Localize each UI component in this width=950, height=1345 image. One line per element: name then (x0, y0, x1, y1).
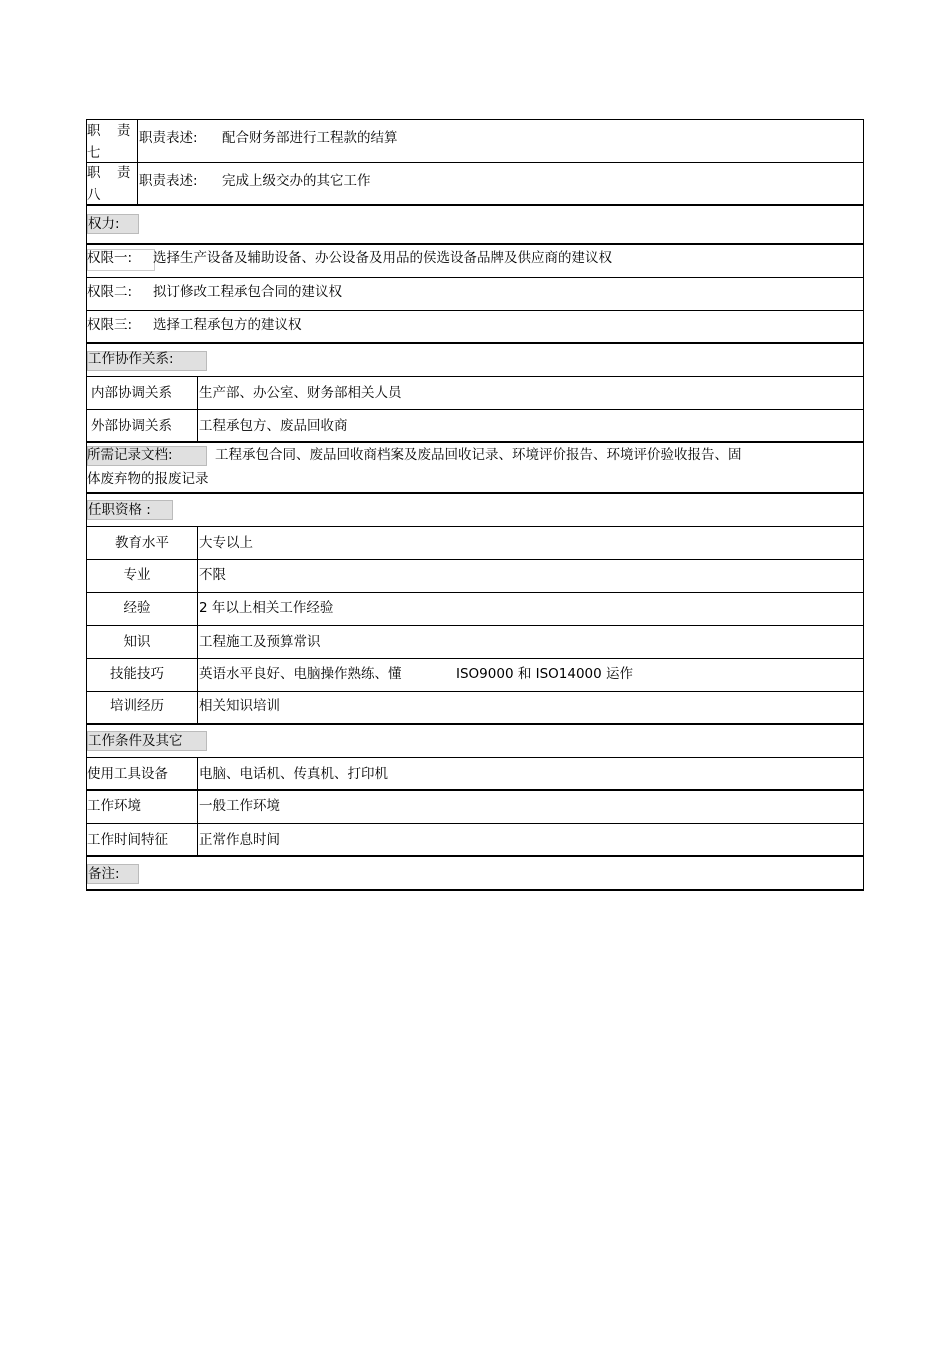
duty-prefix: 职责表述: (139, 130, 198, 146)
power-row-1 (86, 245, 864, 278)
power-text: 选择生产设备及辅助设备、办公设备及用品的侯选设备品牌及供应商的建议权 (153, 250, 612, 266)
qualification-value: 相关知识培训 (199, 698, 280, 714)
conditions-row (86, 824, 864, 857)
conditions-header (86, 725, 864, 758)
power-text: 选择工程承包方的建议权 (153, 317, 302, 333)
power-row-2 (86, 278, 864, 311)
cooperation-header (86, 344, 864, 377)
power-label: 权限一: (87, 250, 133, 266)
remarks-title: 备注: (88, 866, 120, 882)
power-title: 权力: (88, 216, 120, 232)
qualification-row (86, 527, 864, 560)
duty-label-b: 责 (117, 123, 131, 139)
qualification-value-cell (197, 626, 863, 658)
conditions-value-cell (197, 791, 863, 823)
qualification-row (86, 626, 864, 659)
duty-text: 配合财务部进行工程款的结算 (222, 130, 398, 146)
conditions-value: 正常作息时间 (199, 832, 280, 848)
qualification-label: 专业 (123, 567, 151, 583)
qualification-value: 英语水平良好、电脑操作熟练、懂 (199, 666, 402, 682)
conditions-value-cell (197, 758, 863, 789)
duty-row-7 (86, 119, 864, 163)
qualification-label: 技能技巧 (110, 666, 164, 682)
power-label: 权限二: (87, 284, 133, 300)
cooperation-title: 工作协作关系: (88, 351, 174, 367)
qualification-value-cell (197, 560, 863, 592)
qualification-row (86, 659, 864, 692)
cooperation-row-internal (86, 377, 864, 410)
remarks-row (86, 857, 864, 891)
power-text: 拟订修改工程承包合同的建议权 (153, 284, 342, 300)
duty-label-b: 责 (117, 165, 131, 181)
cooperation-value: 生产部、办公室、财务部相关人员 (199, 385, 402, 401)
qualification-row (86, 560, 864, 593)
conditions-title: 工作条件及其它 (88, 733, 183, 749)
cooperation-value: 工程承包方、废品回收商 (199, 418, 348, 434)
qualification-label: 教育水平 (115, 535, 169, 551)
qualification-label: 培训经历 (110, 698, 164, 714)
qualification-label: 经验 (123, 600, 151, 616)
qualification-value-cell (197, 593, 863, 625)
qualification-value-cell (197, 659, 863, 691)
cooperation-label: 内部协调关系 (91, 385, 172, 401)
duty-text: 完成上级交办的其它工作 (222, 173, 371, 189)
qualification-title: 任职资格 : (88, 502, 151, 518)
qualification-value: 2 年以上相关工作经验 (199, 600, 334, 616)
conditions-row (86, 758, 864, 791)
cooperation-value-cell (197, 410, 863, 441)
qualification-header (86, 494, 864, 527)
qualification-row (86, 692, 864, 725)
qualification-value-cell (197, 527, 863, 559)
duty-content (137, 163, 863, 204)
conditions-value: 一般工作环境 (199, 798, 280, 814)
qualification-label: 知识 (123, 634, 151, 650)
duty-content (137, 120, 863, 162)
conditions-label: 使用工具设备 (87, 766, 168, 782)
qualification-value-standards: ISO9000 和 ISO14000 运作 (456, 666, 634, 682)
power-label: 权限三: (87, 317, 133, 333)
duty-label-a: 职 (87, 165, 101, 181)
power-row-3 (86, 311, 864, 344)
duty-label-c: 八 (87, 187, 101, 203)
qualification-value-cell (197, 692, 863, 723)
conditions-row (86, 791, 864, 824)
conditions-label: 工作时间特征 (87, 832, 168, 848)
job-description-table (86, 119, 864, 891)
duty-label-a: 职 (87, 123, 101, 139)
duty-prefix: 职责表述: (139, 173, 198, 189)
cooperation-row-external (86, 410, 864, 443)
records-line-2: 体废弃物的报废记录 (87, 471, 209, 487)
duty-row-8 (86, 163, 864, 206)
conditions-value-cell (197, 824, 863, 855)
qualification-row (86, 593, 864, 626)
records-line-1: 工程承包合同、废品回收商档案及废品回收记录、环境评价报告、环境评价验收报告、固 (215, 447, 742, 463)
qualification-value: 工程施工及预算常识 (199, 634, 321, 650)
conditions-value: 电脑、电话机、传真机、打印机 (199, 766, 388, 782)
qualification-value: 大专以上 (199, 535, 253, 551)
cooperation-value-cell (197, 377, 863, 409)
records-row (86, 443, 864, 494)
records-label: 所需记录文档: (87, 447, 173, 463)
conditions-label: 工作环境 (87, 798, 141, 814)
power-header (86, 206, 864, 245)
qualification-value: 不限 (199, 567, 226, 583)
cooperation-label: 外部协调关系 (91, 418, 172, 434)
duty-label-c: 七 (87, 145, 101, 161)
